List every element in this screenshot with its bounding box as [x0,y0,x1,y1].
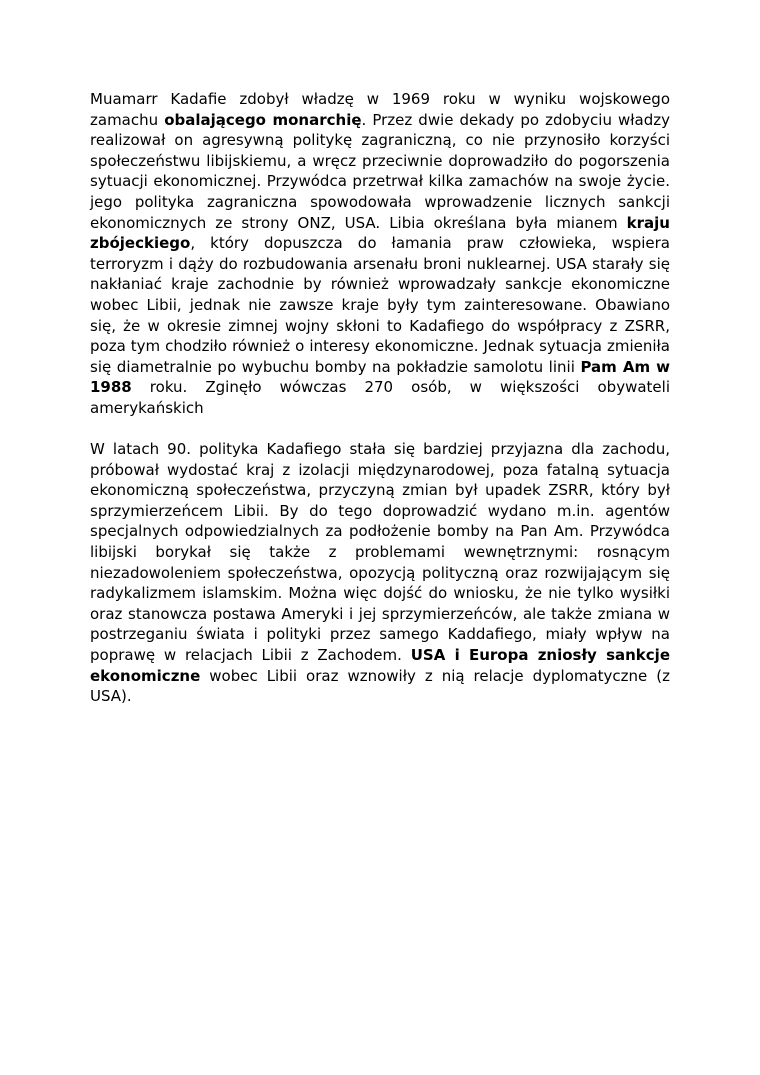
paragraph-2 [90,439,670,707]
bold-phrase-usa-europa-sankcje: USA i Europa zniosły sankcje ekonomiczne [90,646,670,685]
paragraph-1-text-1: Muamarr Kadafie zdobył władzę w 1969 roku w wyniku wojskowego zamachu [90,90,670,129]
document-page [90,89,670,707]
paragraph-2-text-2: wobec Libii oraz wznowiły z nią relacje dyplomatyczne (z USA). [90,666,670,706]
paragraph-2-text-1: W latach 90. polityka Kadafiego stała się bardziej przyjazna dla zachodu, próbował wydostać kraj z izolacji międzynarodowej, poza fatalną sytuacja ekonomiczną społeczeństwa, przyczyną zmian był upadek ZSRR, który był sprzymierzeńcem Libii. By do tego doprowadzić wydano m.in. agentów specjalnych odpowiedzialnych za podłożenie bomby na Pan Am. Przywódca libijski borykał się także z problemami wewnętrznymi: rosnącym niezadowoleniem społeczeństwa, opozycją polityczną oraz rozwijającym się radykalizmem islamskim. Można więc dojść do wniosku, że nie tylko wysiłki oraz stanowcza postawa Ameryki i jej sprzymierzeńców, ale także zmiana w postrzeganiu świata i polityki przez samego Kaddafiego, miały wpływ na poprawę w relacjach Libii z Zachodem. [90,440,670,665]
paragraph-1 [90,89,670,419]
paragraph-1-text-4: roku. Zginęło wówczas 270 osób, w większości obywateli amerykańskich [90,378,670,417]
bold-phrase-pam-am-1988: Pam Am w 1988 [90,357,670,397]
bold-phrase-obalajacego-monarchie: obalającego monarchię [164,110,362,129]
paragraph-1-text-2: . Przez dwie dekady po zdobyciu władzy realizował on agresywną politykę zagraniczną, co nie przynosiło korzyści społeczeństwu libijskiemu, a wręcz przeciwnie doprowadziło do pogorszenia sytuacji ekonomicznej. Przywódca przetrwał kilka zamachów na swoje życie. jego polityka zagraniczna spowodowała wprowadzenie licznych sankcji ekonomicznych ze strony ONZ, USA. Libia określana była mianem [90,110,671,232]
bold-phrase-kraju-zbojeckiego: kraju zbójeckiego [90,213,670,253]
paragraph-1-text-3: , który dopuszcza do łamania praw człowieka, wspiera terroryzm i dąży do rozbudowania arsenału broni nuklearnej. USA starały się nakłaniać kraje zachodnie by również wprowadzały sankcje ekonomiczne wobec Libii, jednak nie zawsze kraje były tym zainteresowane. Obawiano się, że w okresie zimnej wojny skłoni to Kadafiego do współpracy z ZSRR, poza tym chodziło również o interesy ekonomiczne. Jednak sytuacja zmieniła się diametralnie po wybuchu bomby na pokładzie samolotu linii [90,234,670,376]
